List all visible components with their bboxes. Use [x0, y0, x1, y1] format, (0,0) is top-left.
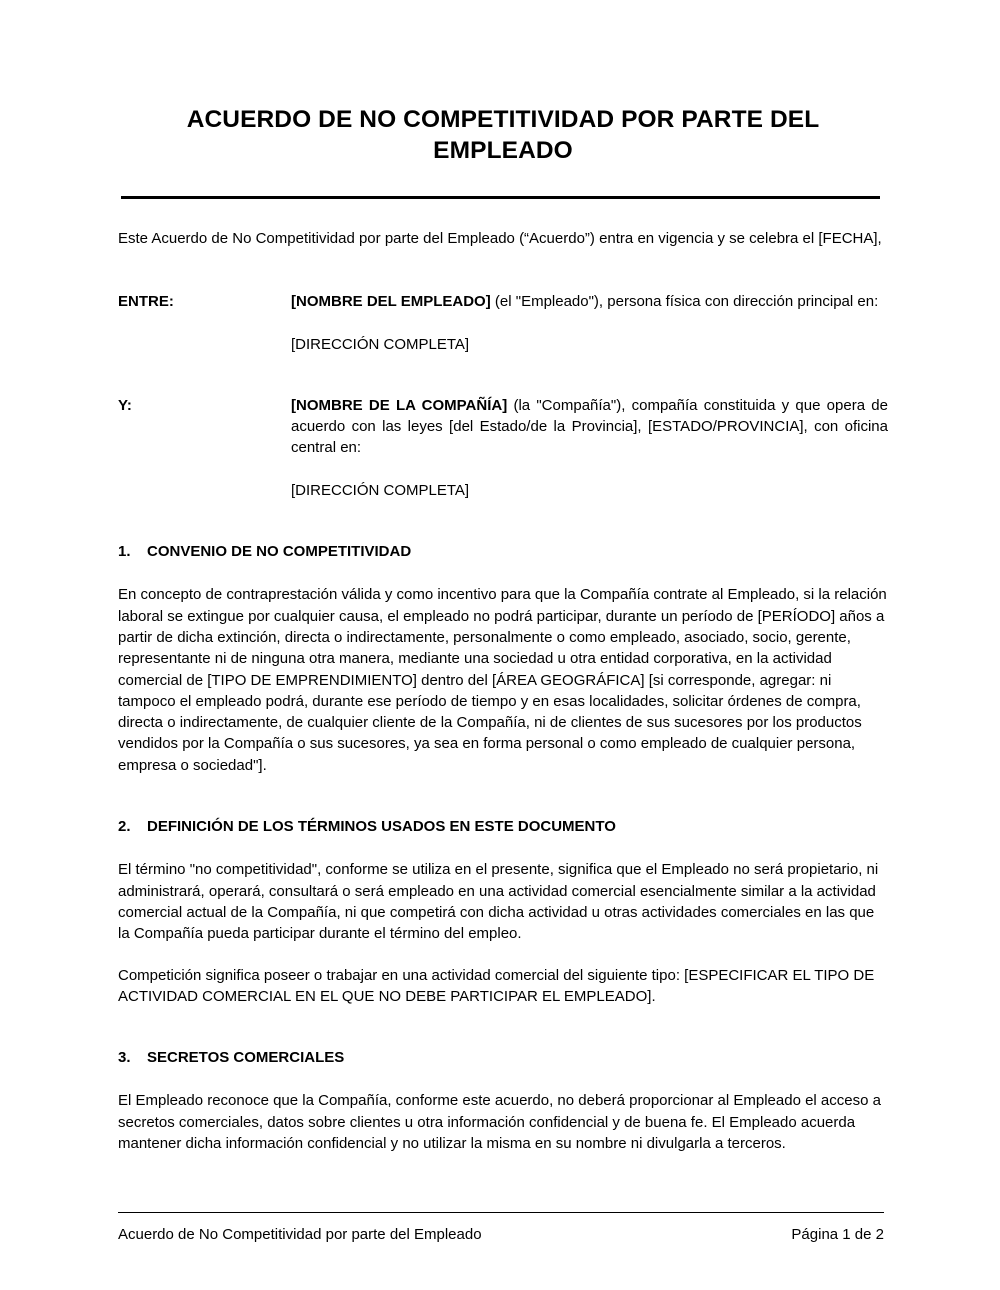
party-address-employee: [DIRECCIÓN COMPLETA] — [291, 335, 470, 353]
footer-row — [118, 1225, 884, 1245]
party-name-employee: [NOMBRE DEL EMPLEADO] — [291, 293, 491, 311]
section-body-2 — [118, 859, 888, 1007]
section-title-3: SECRETOS COMERCIALES — [147, 1049, 345, 1067]
page-footer — [118, 1212, 884, 1245]
party-block-employee — [118, 291, 888, 355]
footer-divider — [118, 1212, 884, 1213]
title-divider — [121, 196, 880, 199]
section-heading-3 — [118, 1047, 888, 1068]
party-description-employee — [291, 291, 878, 312]
section-body-1 — [118, 584, 888, 776]
section-body-3 — [118, 1090, 888, 1154]
section-paragraph: En concepto de contraprestación válida y como incentivo para que la Compañía contrate al Empleado, si la relación laboral se extingue por cualquier causa, el empleado no podrá participar, durante un período de [PERÍODO] años a partir de dicha extinción, directa o indirectamente, personalmente o como empleado, asociado, socio, gerente, representante ni de ninguna otra manera, mediante una sociedad u otra entidad corporativa, en la actividad comercial de [TIPO DE EMPRENDIMIENTO] dentro del [ÁREA GEOGRÁFICA] [si corresponde, agregar: ni tampoco el empleado podrá, durante ese período de tiempo y en esas localidades, solicitar órdenes de compra, directa o indirectamente, de cualquier cliente de la Compañía, ni de clientes de sus sucesores por los productos vendidos por la Compañía o sus sucesores, ya sea en forma personal o como empleado de cualquier persona, empresa o sociedad"]. — [118, 586, 887, 774]
section-number-1: 1. — [118, 543, 131, 561]
party-name-company: [NOMBRE DE LA COMPAÑÍA] — [291, 396, 508, 414]
section-number-3: 3. — [118, 1049, 131, 1067]
intro-paragraph: Este Acuerdo de No Competitividad por parte del Empleado (“Acuerdo”) entra en vigencia y se celebra el [FECHA], — [118, 230, 882, 247]
section-heading-2 — [118, 816, 888, 837]
section-paragraph: El Empleado reconoce que la Compañía, conforme este acuerdo, no deberá proporcionar al Empleado el acceso a secretos comerciales, datos sobre clientes u otra información confidencial y de buena fe. El Empleado acuerda mantener dicha información confidencial y no utilizar la misma en su nombre ni divulgarla a terceros. — [118, 1092, 881, 1153]
section-paragraph: El término "no competitividad", conforme se utiliza en el presente, significa que el Empleado no será propietario, ni administrará, operará, consultará o será empleado en una actividad comercial esencialmente similar a la actividad comercial actual de la Compañía, ni que competirá con dicha actividad u otras actividades comerciales en las que la Compañía pueda participar durante el término del empleo. — [118, 861, 879, 943]
section-2 — [118, 816, 888, 1007]
section-title-1: CONVENIO DE NO COMPETITIVIDAD — [147, 543, 412, 561]
party-description-company — [291, 395, 888, 459]
section-title-2: DEFINICIÓN DE LOS TÉRMINOS USADOS EN ESTE DOCUMENTO — [147, 818, 616, 836]
party-description-text-company: (la "Compañía"), compañía constituida y que opera de acuerdo con las leyes [del Estado/de la Provincia], [ESTADO/PROVINCIA], con oficina central en: — [291, 396, 888, 457]
footer-document-name: Acuerdo de No Competitividad por parte del Empleado — [118, 1226, 482, 1243]
page-title: ACUERDO DE NO COMPETITIVIDAD POR PARTE DEL EMPLEADO — [186, 106, 820, 164]
party-address-company: [DIRECCIÓN COMPLETA] — [291, 481, 470, 499]
section-3 — [118, 1047, 888, 1154]
section-number-2: 2. — [118, 818, 131, 836]
party-label-employee: ENTRE: — [118, 293, 174, 311]
party-label-company: Y: — [118, 396, 132, 414]
section-heading-1 — [118, 541, 888, 562]
section-paragraph: Competición significa poseer o trabajar en una actividad comercial del siguiente tipo: [ESPECIFICAR EL TIPO DE ACTIVIDAD COMERCIAL EN EL QUE NO DEBE PARTICIPAR EL EMPLEADO]. — [118, 966, 875, 1005]
party-details-company — [291, 395, 888, 501]
party-details-employee — [291, 291, 878, 355]
party-block-company — [118, 395, 888, 501]
footer-page-number: Página 1 de 2 — [791, 1226, 884, 1243]
document-content — [118, 0, 888, 1154]
party-description-text-employee: (el "Empleado"), persona física con dirección principal en: — [490, 293, 879, 311]
section-1 — [118, 541, 888, 776]
